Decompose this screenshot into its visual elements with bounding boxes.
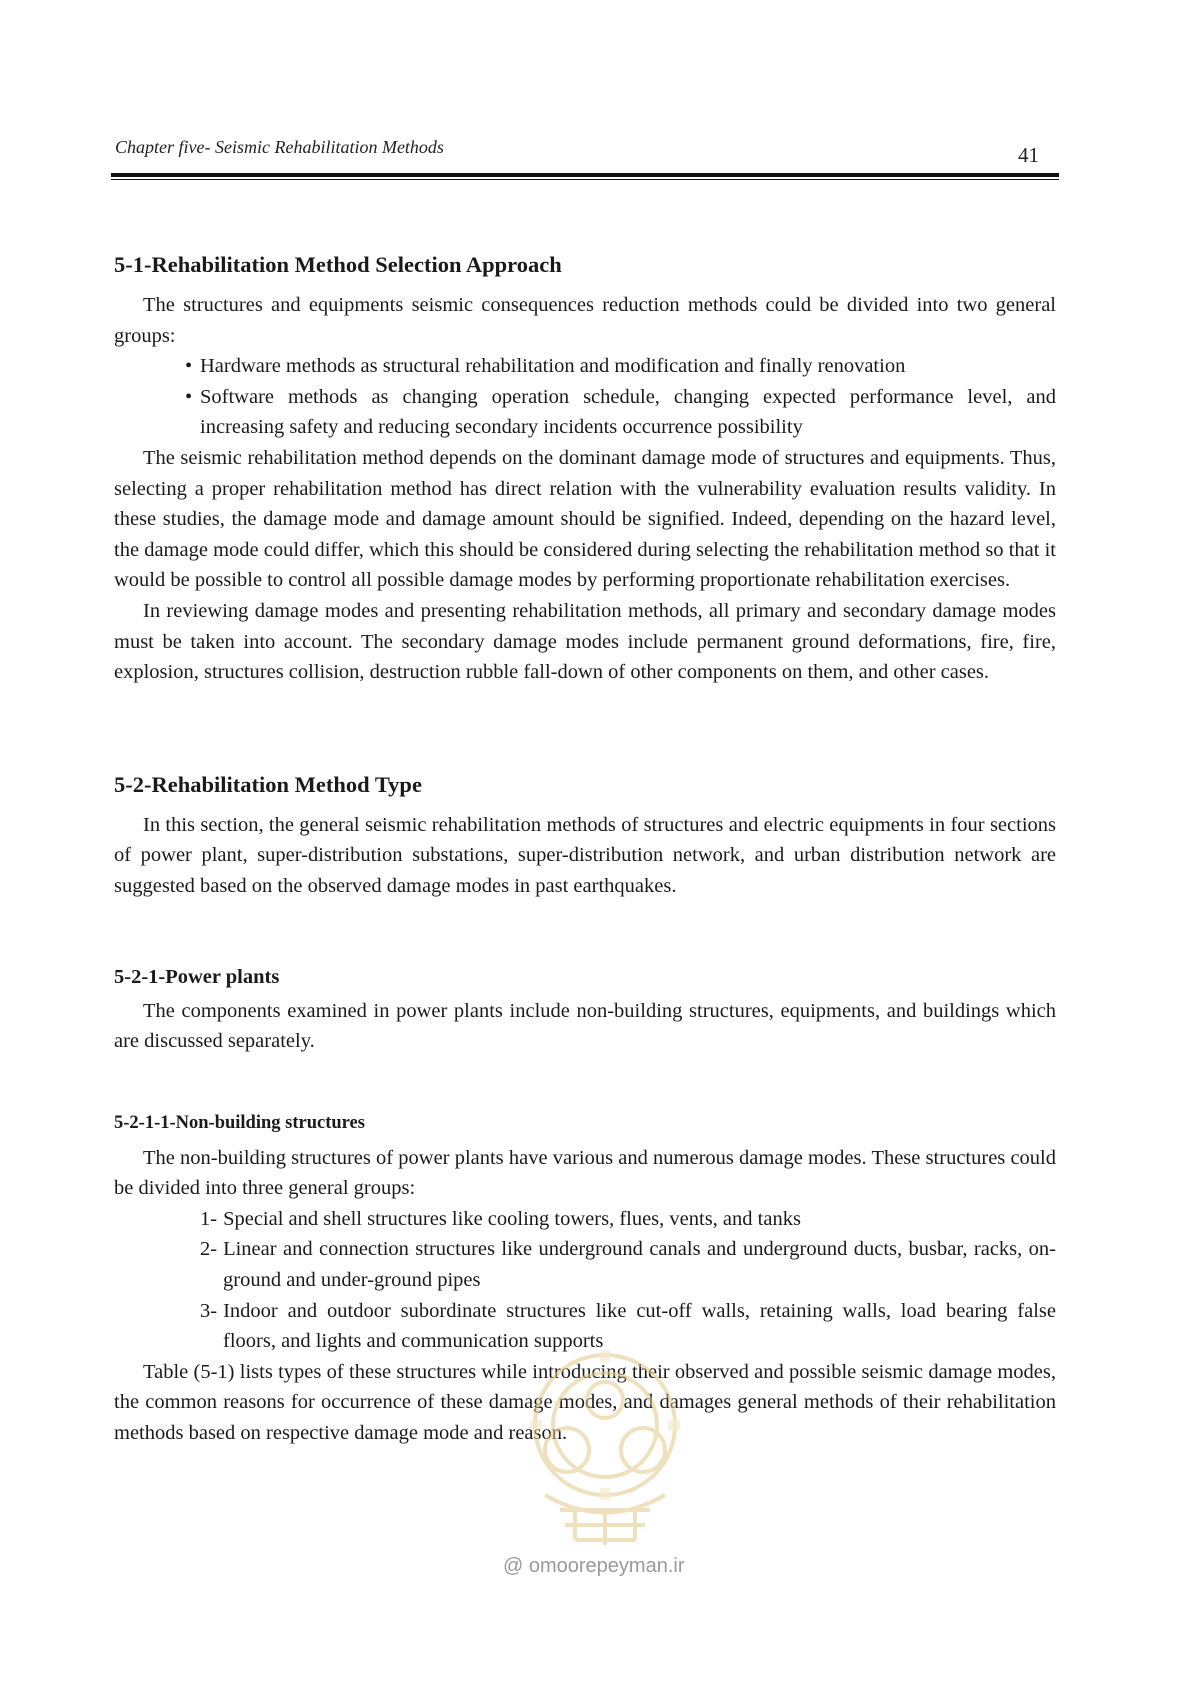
bullet-item: • Hardware methods as structural rehabilitation and modification and finally renovation (171, 351, 1056, 382)
section-5-1-paragraph: The seismic rehabilitation method depends on the dominant damage mode of structures and equipments. Thus, selecting a proper rehabilitation method has direct relation with the vulnerability evaluation results validity. In these studies, the damage mode and damage amount should be signified. Indeed, depending on the hazard level, the damage mode could differ, which this should be considered during selecting the rehabilitation method so that it would be possible to control all possible damage modes by performing proportionate rehabilitation exercises. (114, 446, 1056, 592)
bullet-list (114, 351, 1056, 443)
section-heading-5-2: 5-2-Rehabilitation Method Type (114, 771, 422, 797)
bullet-icon: • (185, 385, 193, 408)
section-5-2-1-1-intro: The non-building structures of power plants have various and numerous damage modes. These structures could be divided into three general groups: (114, 1146, 1056, 1200)
section-heading-5-2-1: 5-2-1-Power plants (114, 965, 280, 988)
bullet-icon: • (185, 355, 193, 378)
section-5-2-1-1-closing: Table (5-1) lists types of these structures while introducing their observed and possible seismic damage modes, the common reasons for occurrence of these damage modes, and damages general methods of their rehabilitation methods based on respective damage mode and reason. (114, 1360, 1056, 1445)
header-rule-thin (111, 179, 1059, 180)
bullet-item: • Software methods as changing operation schedule, changing expected performance level, and increasing safety and reducing secondary incidents occurrence possibility (171, 382, 1056, 443)
header-rule-thick (111, 173, 1059, 177)
numbered-list (114, 1204, 1056, 1357)
numbered-item: 3- Indoor and outdoor subordinate structures like cut-off walls, retaining walls, load bearing false floors, and lights and communication supports (200, 1299, 1056, 1353)
numbered-item: 2- Linear and connection structures like underground canals and underground ducts, busbar, racks, on-ground and under-ground pipes (200, 1238, 1056, 1292)
numbered-item: 1- Special and shell structures like cooling towers, flues, vents, and tanks (200, 1207, 801, 1230)
section-5-1-intro: The structures and equipments seismic consequences reduction methods could be divided into two general groups: (114, 294, 1056, 347)
chapter-header-title: Chapter five- Seismic Rehabilitation Methods (115, 137, 444, 157)
section-5-2-1-paragraph: The components examined in power plants include non-building structures, equipments, and buildings which are discussed separately. (114, 999, 1056, 1053)
page-number: 41 (1018, 143, 1039, 167)
watermark-site-text: @ omoorepeyman.ir (503, 1555, 685, 1577)
section-heading-5-2-1-1: 5-2-1-1-Non-building structures (114, 1112, 365, 1133)
section-heading-5-1: 5-1-Rehabilitation Method Selection Approach (114, 252, 562, 277)
section-5-1-paragraph: In reviewing damage modes and presenting rehabilitation methods, all primary and secondary damage modes must be taken into account. The secondary damage modes include permanent ground deformations, fire, fire, explosion, structures collision, destruction rubble fall-down of other components on them, and other cases. (114, 599, 1056, 684)
section-5-2-paragraph: In this section, the general seismic rehabilitation methods of structures and electric equipments in four sections of power plant, super-distribution substations, super-distribution network, and urban distribution network are suggested based on the observed damage modes in past earthquakes. (114, 813, 1056, 897)
page-body (114, 248, 1056, 1449)
